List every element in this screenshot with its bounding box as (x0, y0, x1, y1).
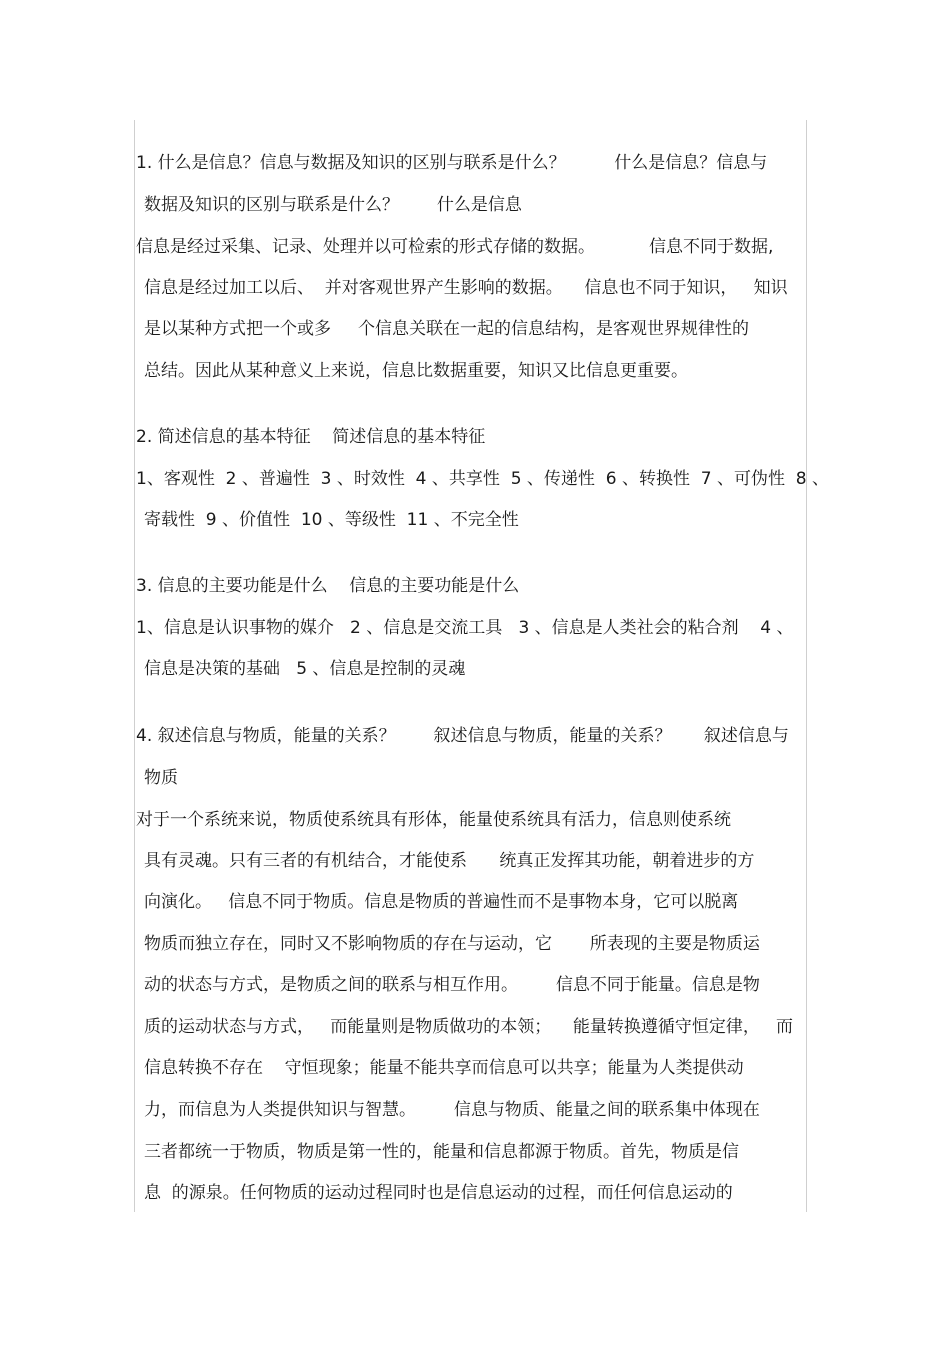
q1-heading-continuation: 数据及知识的区别与联系是什么？ 什么是信息 (144, 195, 522, 215)
q4-answer-line: 息 的源泉。任何物质的运动过程同时也是信息运动的过程，而任何信息运动的 (144, 1183, 733, 1203)
q1-answer-line: 信息是经过加工以后、 并对客观世界产生影响的数据。 信息也不同于知识， 知识 (144, 278, 788, 298)
right-margin-rule (806, 120, 807, 1212)
q4-answer-line: 三者都统一于物质，物质是第一性的，能量和信息都源于物质。首先，物质是信 (144, 1142, 739, 1162)
q4-answer-line: 向演化。 信息不同于物质。信息是物质的普遍性而不是事物本身，它可以脱离 (144, 892, 739, 912)
q4-heading-continuation: 物质 (144, 768, 178, 788)
q2-heading-line: 2. 简述信息的基本特征 简述信息的基本特征 (136, 427, 486, 447)
q4-answer-line: 具有灵魂。只有三者的有机结合，才能使系 统真正发挥其功能，朝着进步的方 (144, 851, 755, 871)
q4-answer-line: 动的状态与方式，是物质之间的联系与相互作用。 信息不同于能量。信息是物 (144, 975, 760, 995)
q1-answer-line: 信息是经过采集、记录、处理并以可检索的形式存储的数据。 信息不同于数据, (136, 237, 774, 257)
q4-answer-line: 质的运动状态与方式， 而能量则是物质做功的本领； 能量转换遵循守恒定律， 而 (144, 1017, 794, 1037)
q1-answer-line: 总结。因此从某种意义上来说，信息比数据重要，知识又比信息更重要。 (144, 361, 688, 381)
q3-answer-line: 信息是决策的基础 5 、信息是控制的灵魂 (144, 659, 466, 679)
q4-answer-line: 对于一个系统来说，物质使系统具有形体，能量使系统具有活力，信息则使系统 (136, 810, 731, 830)
q2-answer-line: 1、客观性 2 、普遍性 3 、时效性 4 、共享性 5 、传递性 6 、转换性 7 、可伪性 8 、 (136, 469, 830, 489)
q4-heading-line: 4. 叙述信息与物质，能量的关系？ 叙述信息与物质，能量的关系？ 叙述信息与 (136, 726, 789, 746)
q3-heading-line: 3. 信息的主要功能是什么 信息的主要功能是什么 (136, 576, 520, 596)
left-margin-rule (134, 120, 135, 1212)
q4-answer-line: 信息转换不存在 守恒现象；能量不能共享而信息可以共享；能量为人类提供动 (144, 1058, 744, 1078)
q3-answer-line: 1、信息是认识事物的媒介 2 、信息是交流工具 3 、信息是人类社会的粘合剂 4 、 (136, 618, 794, 638)
q1-answer-line: 是以某种方式把一个或多 个信息关联在一起的信息结构，是客观世界规律性的 (144, 319, 750, 339)
q4-answer-line: 物质而独立存在，同时又不影响物质的存在与运动，它 所表现的主要是物质运 (144, 934, 760, 954)
q1-heading-line: 1. 什么是信息？信息与数据及知识的区别与联系是什么？ 什么是信息？信息与 (136, 153, 768, 173)
q4-answer-line: 力，而信息为人类提供知识与智慧。 信息与物质、能量之间的联系集中体现在 (144, 1100, 760, 1120)
q2-answer-line: 寄载性 9 、价值性 10 、等级性 11 、不完全性 (144, 510, 519, 530)
